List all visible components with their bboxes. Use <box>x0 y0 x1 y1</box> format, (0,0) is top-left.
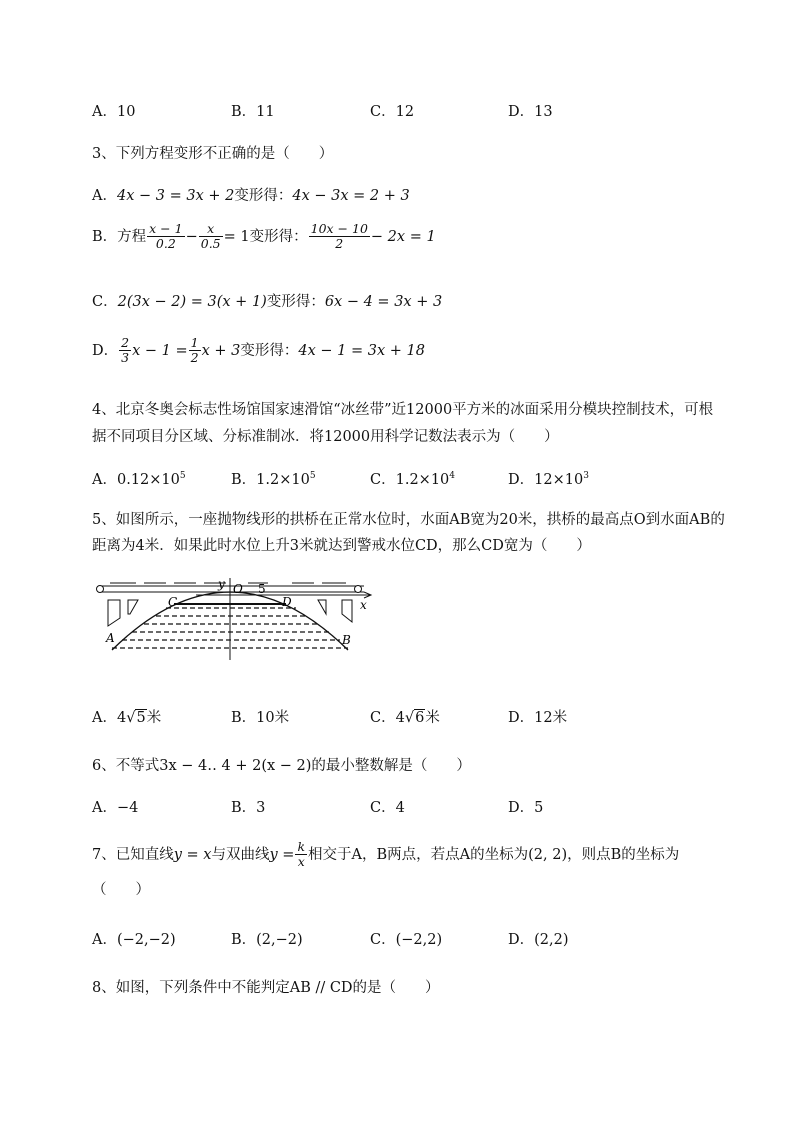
q3-option-b[interactable] <box>92 222 436 252</box>
label-x: x <box>360 598 367 612</box>
q7-options <box>92 928 652 948</box>
label-b: B <box>342 633 351 647</box>
q5-stem-line2: 距离为4米．如果此时水位上升3米就达到警戒水位CD，那么CD宽为（ ） <box>92 538 591 554</box>
denominator: 2 <box>190 350 199 366</box>
q4-option-c[interactable] <box>370 468 455 489</box>
q7-option-b[interactable]: B．(2,−2) <box>231 932 303 948</box>
exponent: 5 <box>309 471 316 482</box>
numerator: 1 <box>190 335 199 350</box>
unit: 米 <box>146 710 162 726</box>
fraction <box>309 222 370 252</box>
coefficient: 12×10 <box>534 472 584 488</box>
text: 7、已知直线 <box>92 846 174 863</box>
denominator: 0.2 <box>155 236 176 252</box>
result: 4x − 1 = 3x + 18 <box>298 342 425 359</box>
text: 变形得： <box>266 294 325 310</box>
coefficient: 0.12×10 <box>116 472 180 488</box>
text: 变形得： <box>234 188 293 204</box>
q6-option-c[interactable]: C．4 <box>370 800 405 816</box>
q2-option-a[interactable]: A．10 <box>92 104 136 120</box>
numerator: x <box>199 222 223 237</box>
q4-option-a[interactable] <box>92 468 186 489</box>
option-label: A． <box>92 188 117 204</box>
label-5: 5 <box>258 582 266 596</box>
fraction <box>189 336 201 366</box>
q6-options <box>92 796 652 816</box>
expression: x + 3 <box>201 342 241 359</box>
q2-option-c[interactable]: C．12 <box>370 104 415 120</box>
q5-options <box>92 706 652 726</box>
exponent: 5 <box>179 471 186 482</box>
q5-option-c[interactable]: C．4√6米 <box>370 710 440 726</box>
equation: 4x − 3 = 3x + 2 <box>116 188 235 204</box>
q3-option-d[interactable] <box>92 336 425 366</box>
option-label: C． <box>370 710 396 726</box>
option-label: B．方程 <box>92 228 147 245</box>
unit: 米 <box>425 710 440 726</box>
numerator: 10x − 10 <box>310 221 368 236</box>
result: 6x − 4 = 3x + 3 <box>324 294 443 310</box>
coefficient: 4 <box>395 710 405 726</box>
q7-stem-line1 <box>92 840 679 870</box>
q6-option-d[interactable]: D．5 <box>508 800 544 816</box>
q4-options <box>92 468 652 488</box>
value: 10米 <box>256 710 290 726</box>
option-label: C． <box>92 294 118 310</box>
q2-option-b[interactable]: B．11 <box>231 104 275 120</box>
q2-option-d[interactable]: D．13 <box>508 104 553 120</box>
denominator: 3 <box>121 350 130 366</box>
deck-end-left <box>97 586 104 593</box>
text: 变形得： <box>240 342 299 359</box>
q6-stem: 6、不等式3x − 4‥ 4 + 2(x − 2)的最小整数解是（ ） <box>92 758 471 774</box>
deck-end-right <box>355 586 362 593</box>
q3-stem: 3、下列方程变形不正确的是（ ） <box>92 146 334 162</box>
q3-option-c[interactable] <box>92 290 442 311</box>
result: − 2x = 1 <box>370 228 436 245</box>
q6-option-b[interactable]: B．3 <box>231 800 266 816</box>
fraction <box>199 222 223 252</box>
exponent: 3 <box>583 471 589 482</box>
label-d: D <box>282 595 292 609</box>
label-a: A <box>106 631 115 645</box>
denominator: x <box>297 854 305 870</box>
radicand: 5 <box>136 710 146 726</box>
expression: x − 1 = <box>132 342 188 359</box>
q3-option-a[interactable] <box>92 184 410 205</box>
option-label: D． <box>508 710 535 726</box>
option-label: D． <box>92 342 119 359</box>
q4-option-b[interactable] <box>231 468 316 489</box>
option-label: A． <box>92 710 117 726</box>
q4-option-d[interactable] <box>508 468 589 489</box>
operator: − <box>185 228 198 245</box>
label-c: C <box>168 595 178 609</box>
numerator: k <box>297 839 306 854</box>
q5-stem-line1: 5、如图所示，一座抛物线形的拱桥在正常水位时，水面AB宽为20米，拱桥的最高点O到水面AB的 <box>92 512 725 528</box>
option-label: D． <box>508 472 535 488</box>
bridge-figure <box>96 578 376 668</box>
fraction <box>147 222 184 252</box>
q5-option-a[interactable]: A．4√5米 <box>92 710 162 726</box>
equation: 2(3x − 2) = 3(x + 1) <box>117 294 267 310</box>
text: = 1变形得： <box>223 228 308 245</box>
text: 与双曲线 <box>211 846 270 863</box>
coefficient: 1.2×10 <box>395 472 450 488</box>
coefficient: 4 <box>116 710 127 726</box>
q7-option-c[interactable]: C．(−2,2) <box>370 932 443 948</box>
q4-stem-line1: 4、北京冬奥会标志性场馆国家速滑馆“冰丝带”近12000平方米的冰面采用分模块控制技术，可根 <box>92 402 714 418</box>
option-label: B． <box>231 710 257 726</box>
coefficient: 1.2×10 <box>256 472 310 488</box>
q7-option-d[interactable]: D．(2,2) <box>508 932 569 948</box>
fraction <box>295 840 307 870</box>
value: 12米 <box>534 710 568 726</box>
q7-option-a[interactable]: A．(−2,−2) <box>92 932 176 948</box>
label-o: O <box>233 582 243 596</box>
q4-stem-line2: 据不同项目分区域、分标准制冰．将12000用科学记数法表示为（ ） <box>92 429 559 445</box>
numerator: x − 1 <box>149 221 183 236</box>
label-y: y <box>218 578 225 591</box>
option-label: C． <box>370 472 396 488</box>
q7-stem-line2: （ ） <box>92 882 150 898</box>
hyperbola-lhs: y = <box>269 846 295 863</box>
result: 4x − 3x = 2 + 3 <box>292 188 410 204</box>
denominator: 2 <box>335 236 344 252</box>
denominator: 0.5 <box>200 236 221 252</box>
q6-option-a[interactable]: A．−4 <box>92 800 139 816</box>
exponent: 4 <box>449 471 456 482</box>
radicand: 6 <box>415 710 425 726</box>
fraction <box>119 336 131 366</box>
line-equation: y = x <box>173 846 212 863</box>
numerator: 2 <box>121 335 130 350</box>
option-label: B． <box>231 472 257 488</box>
q8-stem: 8、如图，下列条件中不能判定AB // CD的是（ ） <box>92 980 440 996</box>
text: 相交于A，B两点，若点A的坐标为(2, 2)，则点B的坐标为 <box>308 846 680 863</box>
q5-option-d[interactable] <box>508 706 567 727</box>
q5-option-b[interactable] <box>231 706 289 727</box>
option-label: A． <box>92 472 117 488</box>
q2-options <box>92 100 652 120</box>
